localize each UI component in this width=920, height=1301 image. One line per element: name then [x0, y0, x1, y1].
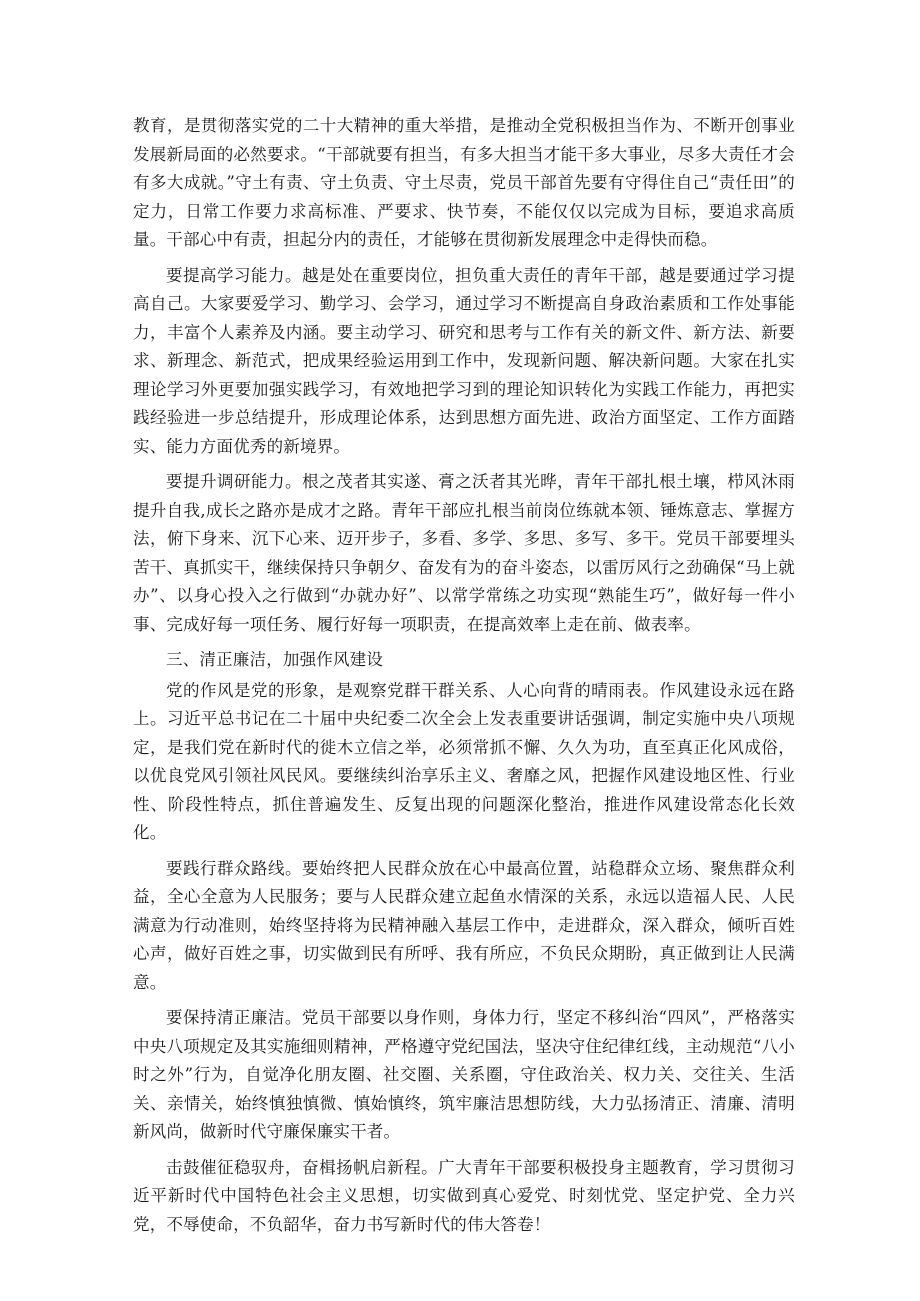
paragraph-improve-learning: 要提高学习能力。越是处在重要岗位，担负重大责任的青年干部，越是要通过学习提高自己。大家要爱学习、勤学习、会学习，通过学习不断提高自身政治素质和工作处事能力，丰富个人素养及内涵。要主动学习、研究和思考与工作有关的新文件、新方法、新要求、新理念、新范式，把成果经验运用到工作中，发现新问题、解决新问题。大家在扎实理论学习外更要加强实践学习，有效地把学习到的理论知识转化为实践工作能力，再把实践经验进一步总结提升，形成理论体系，达到思想方面先进、政治方面坚定、工作方面踏实、能力方面优秀的新境界。	[133, 265, 795, 456]
paragraph-integrity: 要保持清正廉洁。党员干部要以身作则，身体力行，坚定不移纠治“四风”，严格落实中央八项规定及其实施细则精神，严格遵守党纪国法，坚决守住纪律红线，主动规范“八小时之外”行为，自觉净化朋友圈、社交圈、关系圈，守住政治关、权力关、交往关、生活关、亲情关，始终慎独慎微、慎始慎终，筑牢廉洁思想防线，大力弘扬清正、清廉、清明新风尚，做新时代守廉保廉实干者。	[133, 1008, 795, 1141]
paragraph-conclusion: 击鼓催征稳驭舟，奋楫扬帆启新程。广大青年干部要积极投身主题教育，学习贯彻习近平新时代中国特色社会主义思想，切实做到真心爱党、时刻忧党、坚定护党、全力兴党，不辱使命，不负韶华，奋力书写新时代的伟大答卷！	[133, 1157, 795, 1234]
paragraph-mass-line: 要践行群众路线。要始终把人民群众放在心中最高位置，站稳群众立场、聚焦群众利益，全心全意为人民服务；要与人民群众建立起鱼水情深的关系，永远以造福人民、人民满意为行动准则，始终坚持将为民精神融入基层工作中，走进群众，深入群众，倾听百姓心声，做好百姓之事，切实做到民有所呼、我有所应，不负民众期盼，真正做到让人民满意。	[133, 858, 795, 992]
document-page	[133, 112, 795, 1246]
paragraph-work-style: 党的作风是党的形象，是观察党群干群关系、人心向背的晴雨表。作风建设永远在路上。习近平总书记在二十届中央纪委二次全会上发表重要讲话强调，制定实施中央八项规定，是我们党在新时代的徙木立信之举，必须常抓不懈、久久为功，直至真正化风成俗，以优良党风引领社风民风。要继续纠治享乐主义、奢靡之风，把握作风建设地区性、行业性、阶段性特点，抓住普遍发生、反复出现的问题深化整治，推进作风建设常态化长效化。	[133, 680, 795, 842]
paragraph-improve-research: 要提升调研能力。根之茂者其实遂、膏之沃者其光晔，青年干部扎根土壤，栉风沐雨提升自我,成长之路亦是成才之路。青年干部应扎根当前岗位练就本领、锤炼意志、掌握方法，俯下身来、沉下心来、迈开步子，多看、多学、多思、多写、多干。党员干部要埋头苦干、真抓实干，继续保持只争朝夕、奋发有为的奋斗姿态，以雷厉风行之劲确保“马上就办”、以身心投入之行做到“办就办好”、以常学常练之功实现“熟能生巧”，做好每一件小事、完成好每一项任务、履行好每一项职责，在提高效率上走在前、做表率。	[133, 472, 795, 634]
section-heading-three: 三、清正廉洁，加强作风建设	[166, 650, 384, 669]
paragraph-intro-continuation: 教育，是贯彻落实党的二十大精神的重大举措，是推动全党积极担当作为、不断开创事业发展新局面的必然要求。“干部就要有担当，有多大担当才能干多大事业，尽多大责任才会有多大成就。”守土有责、守土负责、守土尽责，党员干部首先要有守得住自己“责任田”的定力，日常工作要力求高标准、严要求、快节奏，不能仅仅以完成为目标，要追求高质量。干部心中有责，担起分内的责任，才能够在贯彻新发展理念中走得快而稳。	[133, 116, 795, 249]
